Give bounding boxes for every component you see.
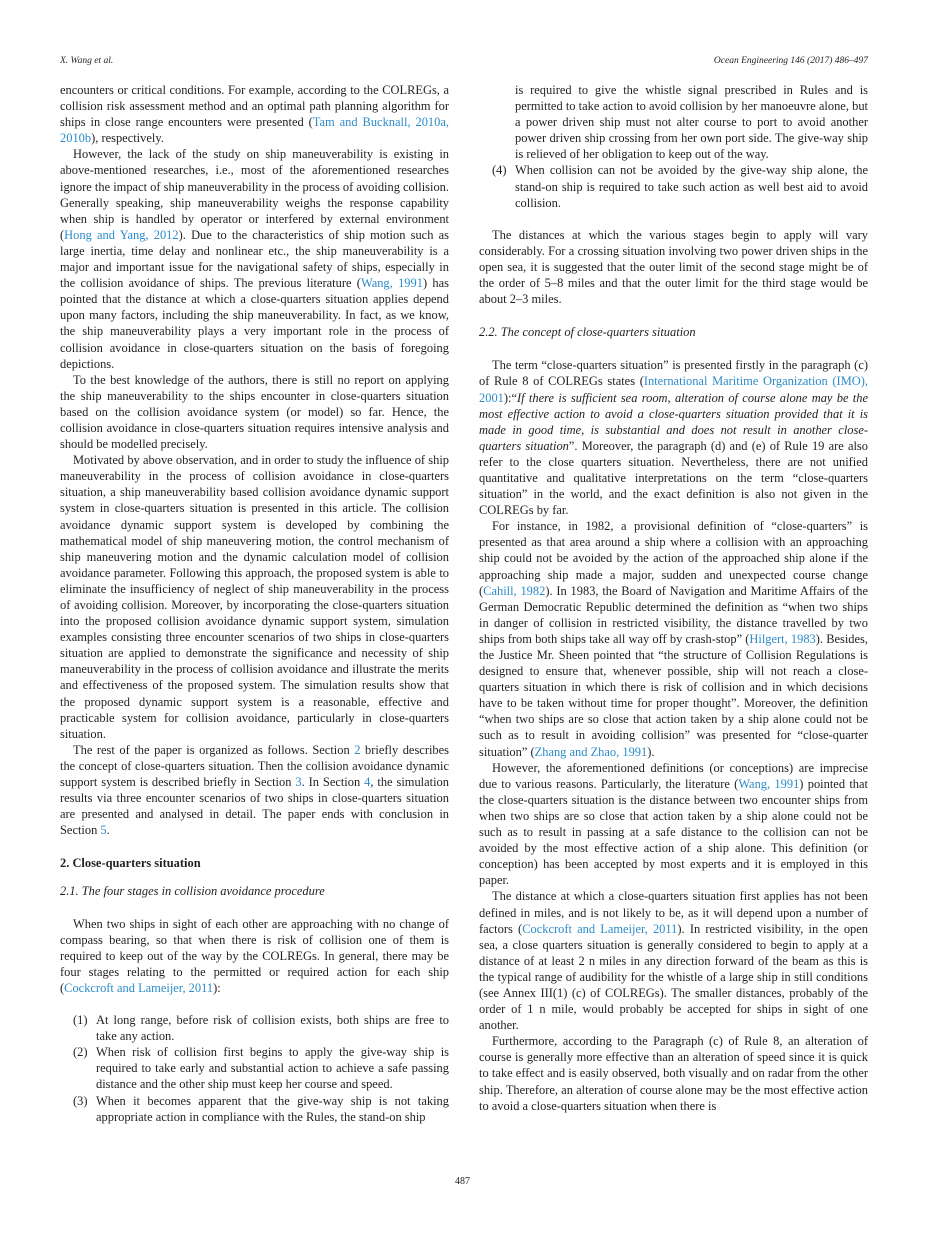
list-item: is required to give the whistle signal prescribed in Rules and is permitted to take action to avoid collision by her manoeuvre alone, but a power driven ship must not alter course to port to avoid another power driven ship crossing from her own port side. The give-way ship is relieved of her obligation to keep out of the way. bbox=[515, 83, 868, 162]
paragraph: Furthermore, according to the Paragraph (c) of Rule 8, an alteration of course is generally more effective than an alteration of speed since it is quick to take effect and is easily observed, both visually and on radar from the other ship. Therefore, an alteration of course alone may be the most effective action to avoid a close-quarters situation when there is bbox=[479, 1034, 868, 1113]
stage-list-continued bbox=[479, 82, 868, 211]
paragraph: However, the lack of the study on ship maneuverability is existing in above-mentioned researches, i.e., most of the aforementioned researches ignore the impact of ship maneuverability in the process of avoiding collision. Generally speaking, ship maneuverability weighs the response capability when ship is handled by operator or interfered by external environment (Hong and Yang, 2012). Due to the characteristics of ship motion such as large inertia, time delay and nonlinear etc., the ship maneuverability is a major and important issue for the navigational safety of ships, especially in the collision avoidance of ships. The previous literature (Wang, 1991) has pointed that the distance at which a close-quarters situation applies depend upon many factors, including the ship maneuverability. In fact, as we know, the ship maneuverability plays a very important role in the process of collision avoidance in close-quarters situation on the basis of foregoing depictions. bbox=[60, 147, 449, 371]
section-link[interactable]: 2 bbox=[354, 742, 361, 757]
list-item: (3) When it becomes apparent that the give-way ship is not taking appropriate action in compliance with the Rules, the stand-on ship bbox=[73, 1093, 449, 1124]
citation-link[interactable]: Wang, 1991 bbox=[360, 276, 423, 291]
header-authors: X. Wang et al. bbox=[60, 56, 114, 66]
citation-link[interactable]: International Maritime Organization (IMO), 2001 bbox=[479, 374, 868, 405]
citation-link[interactable]: Cockcroft and Lameijer, 2011 bbox=[64, 980, 214, 995]
list-item: (1) At long range, before risk of collision exists, both ships are free to take any action. bbox=[73, 1013, 449, 1044]
section-link[interactable]: 4 bbox=[364, 775, 371, 790]
subsection-heading: 2.2. The concept of close-quarters situation bbox=[479, 325, 696, 340]
paragraph: When two ships in sight of each other are approaching with no change of compass bearing, so that when there is risk of collision one of them is required to keep out of the way by the COLREGs. In general, there may be four stages relating to the permitted or required action for each ship (Cockcroft and Lameijer, 2011): bbox=[60, 916, 449, 995]
citation-link[interactable]: Wang, 1991 bbox=[738, 776, 800, 791]
subsection-heading: 2.1. The four stages in collision avoidance procedure bbox=[60, 883, 325, 898]
citation-link[interactable]: Hong and Yang, 2012 bbox=[64, 227, 179, 242]
citation-link[interactable]: Zhang and Zhao, 1991 bbox=[534, 744, 648, 759]
citation-link[interactable]: Hilgert, 1983 bbox=[749, 631, 816, 646]
citation-link[interactable]: Cockcroft and Lameijer, 2011 bbox=[522, 921, 678, 936]
header-journal: Ocean Engineering 146 (2017) 486–497 bbox=[713, 56, 868, 66]
paragraph: However, the aforementioned definitions (or conceptions) are imprecise due to various reasons. Particularly, the literature (Wang, 1991) pointed that the close-quarters situation is the distance between two encounter ships from when two ships are so close that action taken by a ship alone could not be such as to result in passing at a safe distance to the collision can not be avoided by the most effective action of a ship alone. This definition (or conception) has been accepted by most experts and it is employed in this paper. bbox=[479, 760, 868, 888]
paragraph: The term “close-quarters situation” is presented firstly in the paragraph (c) of Rule 8 of COLREGs states (International Maritime Organization (IMO), 2001):“If there is sufficient sea room, alteration of course alone may be the most effective action to avoid a close-quarters situation provided that it is made in good time, is substantial and does not result in another close-quarters situation”. Moreover, the paragraph (d) and (e) of Rule 19 are also refer to the close quarters situation. Nevertheless, there are not unified quantitative and qualitative interpretations on the term “close-quarters situation” in the world, and the exact definition is also not given in the COLREGs by far. bbox=[479, 358, 868, 518]
section-heading: 2. Close-quarters situation bbox=[60, 856, 201, 871]
list-item: (4) When collision can not be avoided by the give-way ship alone, the stand-on ship is required to take such action as well best aid to avoid collision. bbox=[492, 163, 868, 210]
spacer bbox=[479, 211, 868, 227]
page-number: 487 bbox=[455, 1176, 470, 1187]
section-link[interactable]: 5 bbox=[100, 823, 107, 838]
paragraph: encounters or critical conditions. For example, according to the COLREGs, a collision risk assessment method and an optimal path planning algorithm for ships in close range encounters were presented (Tam and Bucknall, 2010a, 2010b), respectively. bbox=[60, 83, 449, 146]
paragraph: To the best knowledge of the authors, there is still no report on applying the ship maneuverability to the ships encounter in close-quarters situation based on the collision avoidance system (or model) so far. Hence, the collision avoidance in close-quarters situation requires intensive analysis and should be modelled precisely. bbox=[60, 372, 449, 452]
right-column bbox=[479, 82, 868, 1114]
quoted-rule: If there is sufficient sea room, alteration of course alone may be the most effective action to avoid a close-quarters situation provided that it is made in good time, is substantial and does not result in another close-quarters situation bbox=[479, 390, 868, 453]
stage-list bbox=[60, 1012, 449, 1125]
citation-link[interactable]: Tam and Bucknall, 2010a, 2010b bbox=[60, 115, 449, 146]
paragraph: Motivated by above observation, and in order to study the influence of ship maneuverability in the process of collision avoidance in close-quarters situation, a ship maneuverability based collision avoidance dynamic support system in close-quarters situation is presented in this article. The collision avoidance dynamic support system is developed by combining the mathematical model of ship maneuvering motion, the control mechanism of ship maneuvering motion and the dynamic calculation model of collision avoidance parameter. Following this approach, the proposed system is able to eliminate the insufficiency of neglect of ship maneuverability in the process of avoiding collision. Moreover, by incorporating the close-quarters situation into the proposed collision avoidance dynamic support system, simulation examples consisting three encounter scenarios of two ships in close-quarters situation are applied to demonstrate the significance and necessity of ship maneuverability in the process of collision avoidance and illustrate the merits and effectiveness of the proposed system. The simulation results show that the proposed dynamic support system is a reasonable, effective and practicable system for collision avoidance, particularly in close-quarters situation. bbox=[60, 453, 449, 741]
citation-link[interactable]: Cahill, 1982 bbox=[483, 583, 546, 598]
list-item: (2) When risk of collision first begins to apply the give-way ship is required to take early and substantial action to achieve a safe passing distance and the other ship must keep her course and speed. bbox=[73, 1045, 449, 1092]
paragraph: For instance, in 1982, a provisional definition of “close-quarters” is presented as that area around a ship where a collision with an approaching ship could not be avoided by the action of the approached ship alone if the approaching ship made a major, sudden and unexpected course change (Cahill, 1982). In 1983, the Board of Navigation and Maritime Affairs of the German Democratic Republic determined the definition as “when two ships in danger of collision in restricted visibility, the distance travelled by two ships from both ships take all way off by crash-stop” (Hilgert, 1983). Besides, the Justice Mr. Sheen pointed that “the structure of Collision Regulations is designed to ensure that, whenever possible, ship will not reach a close-quarters situation in which there is risk of collision and in which decisions have to be taken without time for proper thought”. Moreover, the definition “when two ships are so close that action taken by a ship alone could not be such as to result in avoiding collision” was presented for “close-quarter situation” (Zhang and Zhao, 1991). bbox=[479, 519, 868, 759]
section-link[interactable]: 3 bbox=[295, 775, 302, 790]
left-column bbox=[60, 82, 449, 1125]
paragraph: The rest of the paper is organized as follows. Section 2 briefly describes the concept of close-quarters situation. Then the collision avoidance dynamic support system is described briefly in Section 3. In Section 4, the simulation results via three encounter scenarios of two ships in close-quarters situation are presented and analysed in detail. The paper ends with conclusion in Section 5. bbox=[60, 742, 449, 838]
paragraph: The distances at which the various stages begin to apply will vary considerably. For a crossing situation involving two power driven ships in the open sea, it is suggested that the outer limit of the second stage might be of the order of 5–8 miles and that the outer limit for the third stage would be about 2–3 miles. bbox=[479, 227, 868, 307]
spacer bbox=[60, 996, 449, 1012]
paragraph: The distance at which a close-quarters situation first applies has not been defined in miles, and is not likely to be, as it will depend upon a number of factors (Cockcroft and Lameijer, 2011). In restricted visibility, in the open sea, a close quarters situation is generally considered to begin to apply at a distance of at least 2 n miles in any direction forward of the beam as this is the typical range of audibility for the whistle of a large ship in still conditions (see Annex III(1) (c) of COLREGs). The smaller distances, probably of the order of 1 n mile, would probably be accepted for ships in sight of one another. bbox=[479, 889, 868, 1033]
running-header bbox=[60, 56, 868, 70]
